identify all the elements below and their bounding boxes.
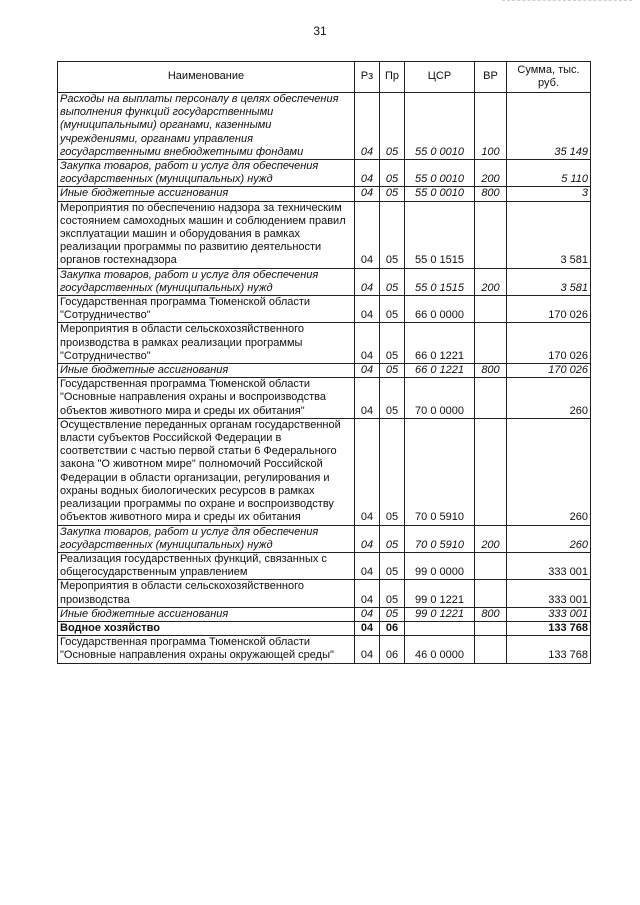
cell-pr: 06 (380, 636, 405, 663)
cell-vr: 100 (475, 93, 507, 160)
cell-pr: 05 (380, 364, 405, 378)
cell-sum: 5 110 (507, 160, 591, 187)
cell-vr (475, 552, 507, 579)
cell-name: Иные бюджетные ассигнования (58, 187, 355, 201)
cell-sum: 3 (507, 187, 591, 201)
cell-name: Расходы на выплаты персоналу в целях обеспечения выполнения функций государственными (муниципальными) органами, казенными учреждениями, органами управления государственными внебюджетными фондами (58, 93, 355, 160)
cell-rz: 04 (355, 296, 380, 323)
table-row (58, 296, 591, 323)
cell-name: Закупка товаров, работ и услуг для обеспечения государственных (муниципальных) нужд (58, 160, 355, 187)
cell-name: Государственная программа Тюменской области "Основные направления охраны окружающей среды" (58, 636, 355, 663)
cell-sum: 333 001 (507, 552, 591, 579)
cell-name: Мероприятия в области сельскохозяйственного производства (58, 580, 355, 607)
table-row (58, 93, 591, 160)
cell-name: Иные бюджетные ассигнования (58, 607, 355, 621)
cell-rz: 04 (355, 580, 380, 607)
cell-vr (475, 580, 507, 607)
cell-name: Осуществление переданных органам государственной власти субъектов Российской Федерации в соответствии с частью первой статьи 6 Федерального закона "О животном мире" полномочий Российской Федерации в области организации, регулирования и охраны водных биологических ресурсов в рамках реализации программы по охране и воспроизводству объектов животного мира и среды их обитания (58, 418, 355, 525)
header-name: Наименование (58, 62, 355, 93)
cell-csr: 99 0 1221 (405, 607, 475, 621)
table-body (58, 93, 591, 664)
cell-rz: 04 (355, 323, 380, 364)
cell-vr (475, 296, 507, 323)
cell-sum: 3 581 (507, 268, 591, 295)
cell-pr: 05 (380, 607, 405, 621)
cell-pr: 05 (380, 160, 405, 187)
cell-rz: 04 (355, 268, 380, 295)
cell-csr: 66 0 1221 (405, 364, 475, 378)
header-sum: Сумма, тыс. руб. (507, 62, 591, 93)
cell-rz: 04 (355, 378, 380, 419)
cell-name: Мероприятия по обеспечению надзора за техническим состоянием самоходных машин и соблюдением правил эксплуатации машин и оборудования в рамках реализации программы по развитию деятельности органов гостехнадзора (58, 201, 355, 268)
cell-pr: 05 (380, 323, 405, 364)
header-pr: Пр (380, 62, 405, 93)
cell-pr: 05 (380, 201, 405, 268)
cell-sum: 133 768 (507, 636, 591, 663)
cell-csr: 55 0 0010 (405, 160, 475, 187)
cell-rz: 04 (355, 607, 380, 621)
cell-vr: 800 (475, 364, 507, 378)
cell-csr: 55 0 1515 (405, 268, 475, 295)
cell-sum: 333 001 (507, 607, 591, 621)
table-row (58, 418, 591, 525)
table-row (58, 607, 591, 621)
cell-pr: 05 (380, 525, 405, 552)
cell-sum: 260 (507, 418, 591, 525)
cell-vr: 200 (475, 268, 507, 295)
cell-name: Мероприятия в области сельскохозяйственного производства в рамках реализации программы "Сотрудничество" (58, 323, 355, 364)
cell-csr: 55 0 0010 (405, 93, 475, 160)
table-row (58, 323, 591, 364)
cell-rz: 04 (355, 187, 380, 201)
cell-pr: 06 (380, 621, 405, 635)
cell-sum: 35 149 (507, 93, 591, 160)
cell-pr: 05 (380, 296, 405, 323)
cell-rz: 04 (355, 364, 380, 378)
cell-sum: 170 026 (507, 296, 591, 323)
cell-sum: 260 (507, 525, 591, 552)
header-rz: Рз (355, 62, 380, 93)
header-csr: ЦСР (405, 62, 475, 93)
table-row (58, 552, 591, 579)
cell-csr: 70 0 0000 (405, 378, 475, 419)
cell-vr: 200 (475, 160, 507, 187)
cell-csr: 66 0 0000 (405, 296, 475, 323)
cell-vr (475, 323, 507, 364)
cell-pr: 05 (380, 93, 405, 160)
cell-vr: 200 (475, 525, 507, 552)
cell-name: Реализация государственных функций, связанных с общегосударственным управлением (58, 552, 355, 579)
cell-sum: 170 026 (507, 323, 591, 364)
cell-vr (475, 636, 507, 663)
table-row (58, 160, 591, 187)
cell-rz: 04 (355, 621, 380, 635)
table-row (58, 621, 591, 635)
cell-name: Водное хозяйство (58, 621, 355, 635)
cell-sum: 260 (507, 378, 591, 419)
cell-csr: 99 0 0000 (405, 552, 475, 579)
cell-rz: 04 (355, 93, 380, 160)
cell-name: Закупка товаров, работ и услуг для обеспечения государственных (муниципальных) нужд (58, 268, 355, 295)
table-row (58, 268, 591, 295)
table-row (58, 364, 591, 378)
budget-table (57, 61, 591, 664)
cell-csr: 55 0 0010 (405, 187, 475, 201)
table-row (58, 378, 591, 419)
cell-name: Закупка товаров, работ и услуг для обеспечения государственных (муниципальных) нужд (58, 525, 355, 552)
table-row (58, 580, 591, 607)
table-row (58, 636, 591, 663)
cell-csr: 70 0 5910 (405, 525, 475, 552)
cell-csr: 66 0 1221 (405, 323, 475, 364)
cell-vr (475, 621, 507, 635)
cell-pr: 05 (380, 418, 405, 525)
table-row (58, 525, 591, 552)
cell-sum: 3 581 (507, 201, 591, 268)
cell-vr (475, 418, 507, 525)
cell-csr (405, 621, 475, 635)
cell-rz: 04 (355, 552, 380, 579)
cell-name: Государственная программа Тюменской области "Основные направления охраны и воспроизводства объектов животного мира и среды их обитания" (58, 378, 355, 419)
table-header-row (58, 62, 591, 93)
cell-rz: 04 (355, 160, 380, 187)
cell-pr: 05 (380, 378, 405, 419)
cell-vr (475, 378, 507, 419)
cell-sum: 170 026 (507, 364, 591, 378)
corner-mark (502, 0, 632, 5)
cell-pr: 05 (380, 187, 405, 201)
cell-sum: 133 768 (507, 621, 591, 635)
table-row (58, 187, 591, 201)
page-number: 31 (313, 24, 327, 38)
cell-sum: 333 001 (507, 580, 591, 607)
cell-pr: 05 (380, 580, 405, 607)
cell-csr: 46 0 0000 (405, 636, 475, 663)
cell-csr: 55 0 1515 (405, 201, 475, 268)
cell-rz: 04 (355, 636, 380, 663)
cell-pr: 05 (380, 552, 405, 579)
table-row (58, 201, 591, 268)
cell-name: Государственная программа Тюменской области "Сотрудничество" (58, 296, 355, 323)
cell-pr: 05 (380, 268, 405, 295)
cell-vr: 800 (475, 607, 507, 621)
cell-rz: 04 (355, 525, 380, 552)
cell-csr: 99 0 1221 (405, 580, 475, 607)
cell-vr (475, 201, 507, 268)
cell-name: Иные бюджетные ассигнования (58, 364, 355, 378)
header-vr: ВР (475, 62, 507, 93)
cell-csr: 70 0 5910 (405, 418, 475, 525)
cell-rz: 04 (355, 201, 380, 268)
cell-rz: 04 (355, 418, 380, 525)
cell-vr: 800 (475, 187, 507, 201)
